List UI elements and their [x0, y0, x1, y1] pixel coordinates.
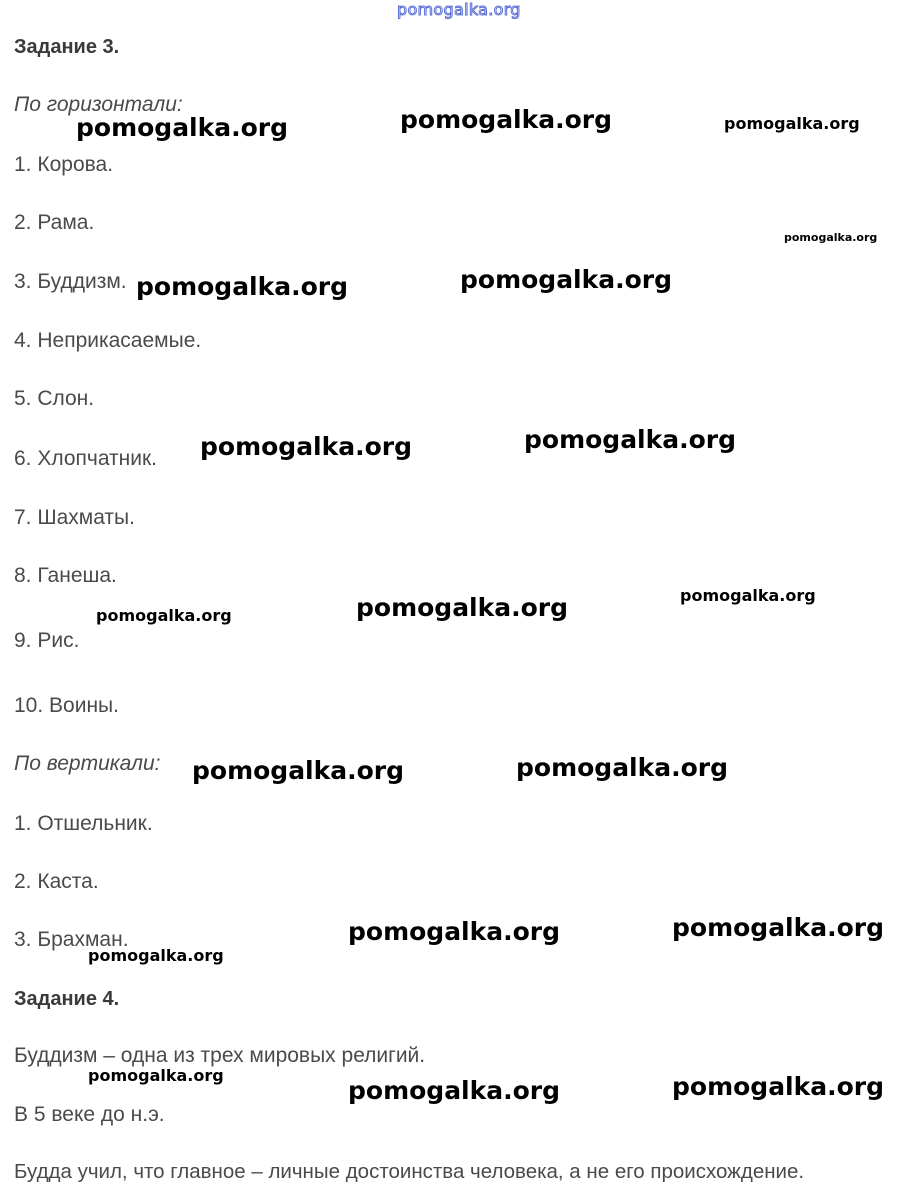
- watermark: pomogalka.org: [88, 1066, 224, 1085]
- watermark: pomogalka.org: [680, 586, 816, 605]
- vertical-answer-1: 1. Отшельник.: [14, 812, 153, 835]
- watermark: pomogalka.org: [348, 917, 561, 946]
- task4-answer-1: Буддизм – одна из трех мировых религий.: [14, 1044, 426, 1067]
- horizontal-answer-4: 4. Неприкасаемые.: [14, 329, 202, 352]
- header-watermark: pomogalka.org: [397, 0, 521, 19]
- horizontal-answer-1: 1. Корова.: [14, 153, 114, 176]
- horizontal-answer-7: 7. Шахматы.: [14, 506, 135, 529]
- horizontal-answer-10: 10. Воины.: [14, 694, 119, 717]
- watermark: pomogalka.org: [784, 231, 878, 244]
- watermark: pomogalka.org: [400, 105, 613, 134]
- horizontal-answer-9: 9. Рис.: [14, 629, 80, 652]
- watermark: pomogalka.org: [348, 1076, 561, 1105]
- horizontal-answer-6: 6. Хлопчатник.: [14, 447, 158, 470]
- task3-title: Задание 3.: [14, 36, 120, 58]
- watermark: pomogalka.org: [200, 432, 413, 461]
- horizontal-label: По горизонтали:: [14, 93, 183, 116]
- horizontal-answer-5: 5. Слон.: [14, 387, 95, 410]
- vertical-label: По вертикали:: [14, 752, 161, 775]
- watermark: pomogalka.org: [96, 606, 232, 625]
- watermark: pomogalka.org: [88, 946, 224, 965]
- watermark: pomogalka.org: [76, 113, 289, 142]
- vertical-answer-3: 3. Брахман.: [14, 928, 129, 951]
- watermark: pomogalka.org: [460, 265, 673, 294]
- task4-title: Задание 4.: [14, 988, 120, 1010]
- watermark: pomogalka.org: [672, 1072, 885, 1101]
- watermark: pomogalka.org: [356, 593, 569, 622]
- watermark: pomogalka.org: [724, 114, 860, 133]
- watermark: pomogalka.org: [136, 272, 349, 301]
- task4-answer-2: В 5 веке до н.э.: [14, 1103, 165, 1126]
- horizontal-answer-2: 2. Рама.: [14, 211, 95, 234]
- horizontal-answer-3: 3. Буддизм.: [14, 270, 127, 293]
- vertical-answer-2: 2. Каста.: [14, 870, 99, 893]
- watermark: pomogalka.org: [672, 913, 885, 942]
- watermark: pomogalka.org: [516, 753, 729, 782]
- watermark: pomogalka.org: [524, 425, 737, 454]
- horizontal-answer-8: 8. Ганеша.: [14, 564, 117, 587]
- watermark: pomogalka.org: [192, 756, 405, 785]
- task4-answer-3: Будда учил, что главное – личные достоинства человека, а не его происхождение.: [14, 1160, 805, 1183]
